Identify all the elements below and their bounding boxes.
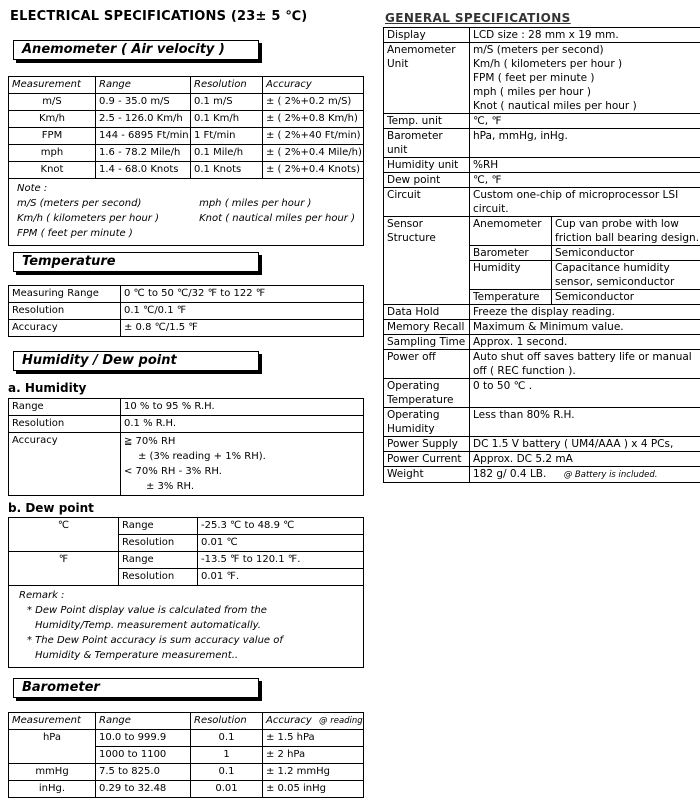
row-label: Resolution [119,535,198,552]
table-cell: 2.5 - 126.0 Km/h [96,111,191,128]
unit-line: m/S (meters per second) [473,44,604,56]
row-label: Dew point [384,173,470,188]
table-cell: LCD size : 28 mm x 19 mm. [470,28,700,43]
remark-line: * The Dew Point accuracy is sum accuracy value of [27,635,283,646]
table-cell: 1.4 - 68.0 Knots [96,162,191,179]
table-cell: 0.1 Knots [191,162,263,179]
table-cell: -13.5 ℉ to 120.1 ℉. [198,552,364,569]
humidity-subheading: a. Humidity [8,381,87,395]
section-header-temperature: Temperature [13,252,259,272]
table-cell: mmHg [9,764,96,781]
note-line: Km/h ( kilometers per hour ) [17,213,159,224]
weight-value: 182 g/ 0.4 LB. [473,468,547,480]
row-label: Weight [384,467,470,483]
table-cell: 0.1 ℃/0.1 ℉ [121,303,364,320]
table-cell: 10.0 to 999.9 [96,730,191,747]
table-cell: ± ( 2%+40 Ft/min) [263,128,364,145]
table-row [384,188,700,217]
note-line: mph ( miles per hour ) [199,198,312,209]
column-header: Range [96,713,191,730]
unit-line: mph ( miles per hour ) [473,86,591,98]
table-cell: 0.01 ℃ [198,535,364,552]
table-cell: FPM [9,128,96,145]
accuracy-header-note: @ reading [319,716,363,726]
table-cell: Knot [9,162,96,179]
table-cell: mph [9,145,96,162]
table-cell: 0.1 [191,764,263,781]
table-cell: ± 1.5 hPa [263,730,364,747]
column-header: Resolution [191,713,263,730]
row-label: Power Supply [384,437,470,452]
table-cell: Semiconductor [552,246,700,261]
row-label: Range [119,518,198,535]
section-header-barometer: Barometer [13,678,259,698]
unit-line: Km/h ( kilometers per hour ) [473,58,623,70]
row-label: Sensor Structure [384,217,470,305]
row-label: Operating Humidity [384,408,470,437]
remark-line: * Dew Point display value is calculated from the [27,605,267,616]
row-label: Sampling Time [384,335,470,350]
row-label: Data Hold [384,305,470,320]
weight-cell [470,467,700,483]
table-row [384,437,700,452]
note-line: m/S (meters per second) [17,198,142,209]
unit-line: Knot ( nautical miles per hour ) [473,100,637,112]
table-row [384,43,700,114]
row-label: Operating Temperature [384,379,470,408]
table-row [384,114,700,129]
dewpoint-table [8,517,364,668]
table-row [9,94,364,111]
note-line: FPM ( feet per minute ) [17,228,133,239]
table-cell: 144 - 6895 Ft/min [96,128,191,145]
table-cell: 1 [191,747,263,764]
table-cell: Approx. DC 5.2 mA [470,452,700,467]
remark-title: Remark : [19,590,65,601]
row-label: Accuracy [9,433,121,496]
note-line: Knot ( nautical miles per hour ) [199,213,355,224]
table-row [9,303,364,320]
table-row [384,217,700,246]
table-row [9,399,364,416]
column-header: Measurement [9,77,96,94]
table-cell: 1000 to 1100 [96,747,191,764]
section-header-anemometer: Anemometer ( Air velocity ) [13,40,259,60]
sensor-sub-label: Humidity [470,261,552,290]
table-cell: ± ( 2%+0.8 Km/h) [263,111,364,128]
table-cell: Semiconductor [552,290,700,305]
table-note-row [9,179,364,246]
table-row [9,111,364,128]
table-cell: ± 0.8 ℃/1.5 ℉ [121,320,364,337]
column-header [263,713,364,730]
table-cell: Approx. 1 second. [470,335,700,350]
table-row [9,730,364,747]
table-cell: Capacitance humidity sensor, semiconductor [552,261,700,290]
table-cell: Less than 80% R.H. [470,408,700,437]
row-label: Resolution [119,569,198,586]
table-cell: 7.5 to 825.0 [96,764,191,781]
table-cell: hPa [9,730,96,764]
table-cell: inHg. [9,781,96,798]
table-cell: hPa, mmHg, inHg. [470,129,700,158]
table-cell: ± ( 2%+0.4 Mile/h) [263,145,364,162]
note-title: Note : [17,183,48,194]
table-cell: 0.29 to 32.48 [96,781,191,798]
weight-note: @ Battery is included. [563,470,658,480]
general-specs-title: GENERAL SPECIFICATIONS [385,11,571,25]
table-cell: %RH [470,158,700,173]
table-cell: ℃, ℉ [470,114,700,129]
sensor-sub-label: Temperature [470,290,552,305]
accuracy-line: < 70% RH - 3% RH. [124,466,222,477]
note-columns [17,196,355,241]
table-cell: Freeze the display reading. [470,305,700,320]
dewpoint-remark [9,586,364,668]
table-row [384,28,700,43]
table-cell: 0.01 [191,781,263,798]
row-label: Humidity unit [384,158,470,173]
table-cell: 0.9 - 35.0 m/S [96,94,191,111]
table-cell: Auto shut off saves battery life or manual off ( REC function ). [470,350,700,379]
table-cell: ℃, ℉ [470,173,700,188]
row-label: Memory Recall [384,320,470,335]
humidity-table [8,398,364,496]
general-specs-table [383,27,700,483]
row-label: Resolution [9,416,121,433]
table-row [9,162,364,179]
anemometer-table [8,76,364,246]
table-cell: ± 0.05 inHg [263,781,364,798]
table-row [384,173,700,188]
table-header-row [9,77,364,94]
barometer-table [8,712,364,798]
table-row [9,145,364,162]
table-header-row [9,713,364,730]
table-cell: ± 2 hPa [263,747,364,764]
table-cell: 1.6 - 78.2 Mile/h [96,145,191,162]
remark-line: Humidity/Temp. measurement automatically. [35,620,261,631]
table-row [9,320,364,337]
anemometer-unit-cell [470,43,700,114]
row-label: Barometer unit [384,129,470,158]
table-row [384,320,700,335]
table-row [384,158,700,173]
table-row [384,408,700,437]
table-row [9,286,364,303]
column-header: Accuracy [263,77,364,94]
row-label: Display [384,28,470,43]
sensor-sub-label: Barometer [470,246,552,261]
table-row [384,350,700,379]
table-cell: ± ( 2%+0.4 Knots) [263,162,364,179]
accuracy-header-label: Accuracy [266,715,312,726]
table-row [384,129,700,158]
row-label: Power off [384,350,470,379]
row-label: Power Current [384,452,470,467]
remark-line: Humidity & Temperature measurement.. [35,650,239,661]
table-cell: 0.1 m/S [191,94,263,111]
table-cell: 0.1 % R.H. [121,416,364,433]
table-cell: DC 1.5 V battery ( UM4/AAA ) x 4 PCs, [470,437,700,452]
table-remark-row [9,586,364,668]
accuracy-line: ± 3% RH. [146,481,195,492]
table-cell: -25.3 ℃ to 48.9 ℃ [198,518,364,535]
accuracy-line: ≧ 70% RH [124,436,176,447]
table-cell: Custom one-chip of microprocessor LSI circuit. [470,188,700,217]
table-row [9,433,364,496]
table-cell: Cup van probe with low friction ball bearing design. [552,217,700,246]
table-cell: 0.1 [191,730,263,747]
anemometer-note [9,179,364,246]
column-header: Measurement [9,713,96,730]
row-label: Resolution [9,303,121,320]
table-row [9,518,364,535]
table-row [384,452,700,467]
table-row [9,781,364,798]
table-cell: 0.1 Km/h [191,111,263,128]
table-cell: 0.01 ℉. [198,569,364,586]
table-cell: Maximum & Minimum value. [470,320,700,335]
table-cell: 0.1 Mile/h [191,145,263,162]
celsius-unit-cell: ℃ [9,518,119,552]
row-label: Anemometer Unit [384,43,470,114]
table-row [384,335,700,350]
table-cell: 0 ℃ to 50 ℃/32 ℉ to 122 ℉ [121,286,364,303]
table-row [384,379,700,408]
table-cell: 1 Ft/min [191,128,263,145]
accuracy-line: ± (3% reading + 1% RH). [138,451,266,462]
dewpoint-subheading: b. Dew point [8,501,94,515]
table-row [9,128,364,145]
row-label: Measuring Range [9,286,121,303]
table-row [9,416,364,433]
section-header-humidity-dewpoint: Humidity / Dew point [13,351,259,371]
row-label: Accuracy [9,320,121,337]
table-cell: m/S [9,94,96,111]
table-cell: Km/h [9,111,96,128]
row-label: Range [119,552,198,569]
column-header: Resolution [191,77,263,94]
unit-line: FPM ( feet per minute ) [473,72,595,84]
table-row [9,552,364,569]
row-label: Range [9,399,121,416]
table-cell: ± 1.2 mmHg [263,764,364,781]
sensor-sub-label: Anemometer [470,217,552,246]
page-title: ELECTRICAL SPECIFICATIONS (23± 5 ℃) [10,9,308,24]
humidity-accuracy-cell [121,433,364,496]
table-cell: 10 % to 95 % R.H. [121,399,364,416]
column-header: Range [96,77,191,94]
row-label: Temp. unit [384,114,470,129]
table-cell: 0 to 50 ℃ . [470,379,700,408]
table-row [384,305,700,320]
table-cell: ± ( 2%+0.2 m/S) [263,94,364,111]
table-row [384,467,700,483]
temperature-table [8,285,364,337]
table-row [9,764,364,781]
fahrenheit-unit-cell: ℉ [9,552,119,586]
row-label: Circuit [384,188,470,217]
